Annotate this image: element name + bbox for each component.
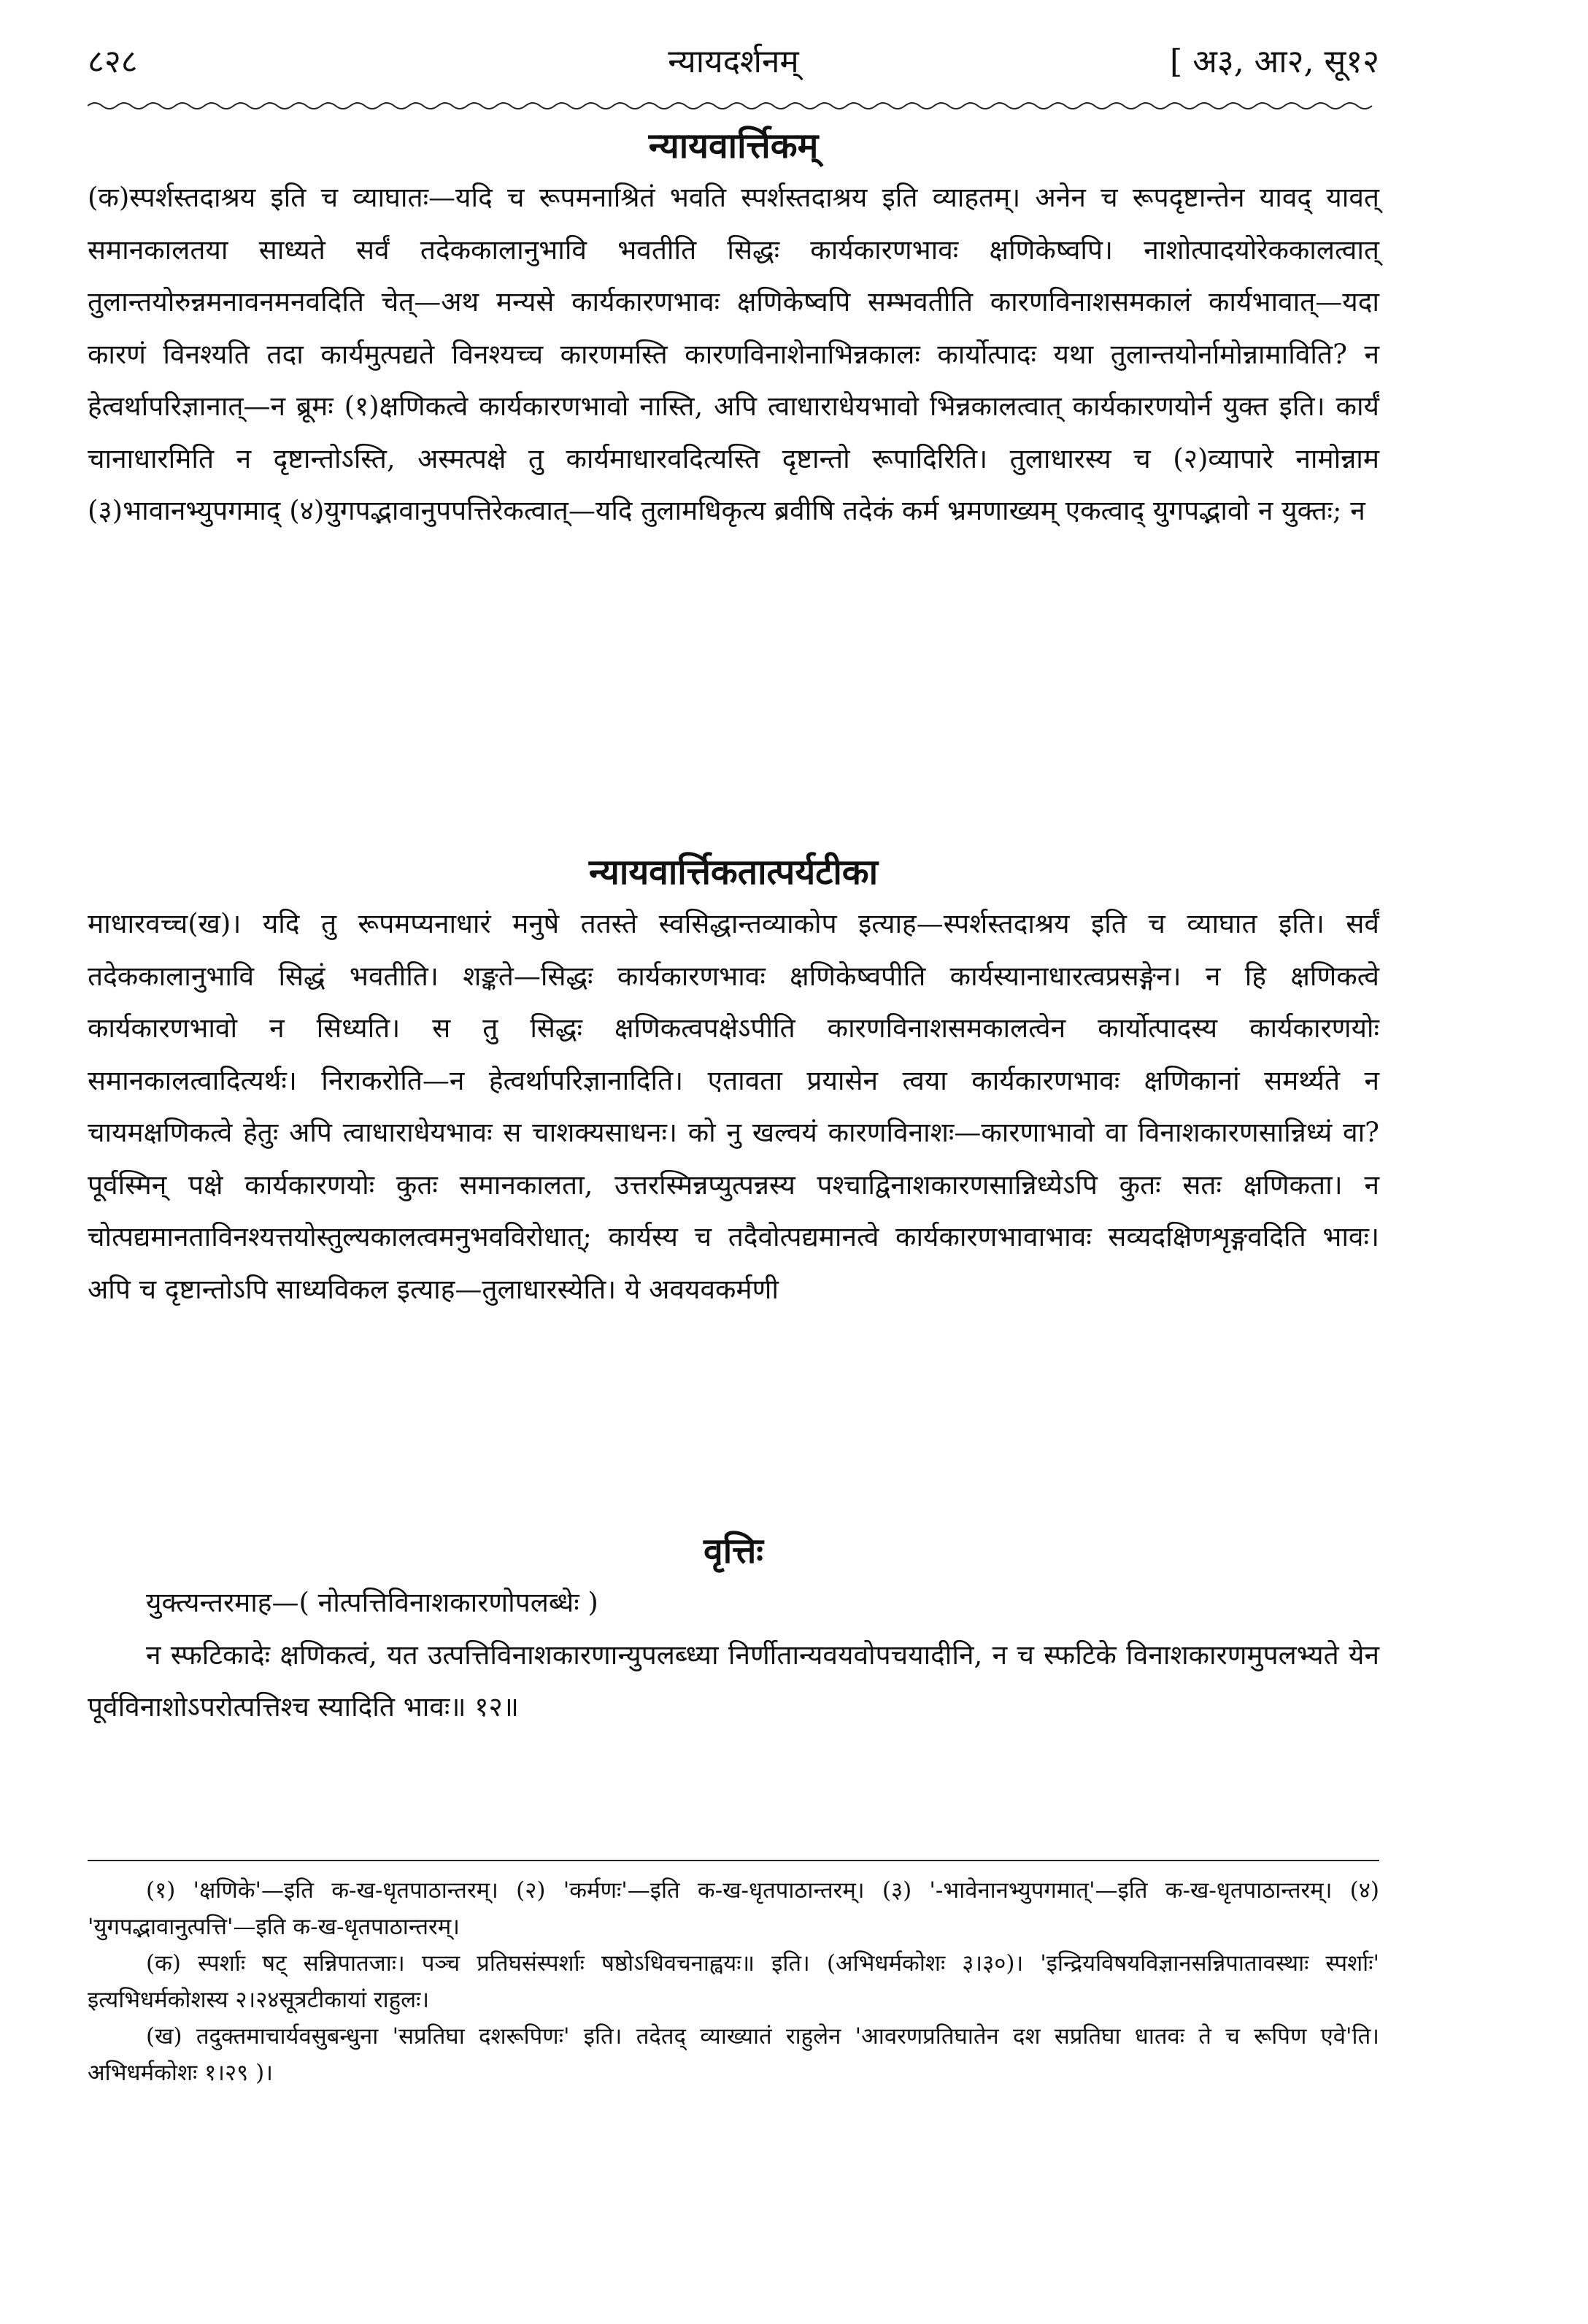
wavy-divider bbox=[88, 99, 1379, 113]
vartika-text: (क)स्पर्शस्तदाश्रय इति च व्याघातः—यदि च रूपमनाश्रितं भवति स्पर्शस्तदाश्रय इति व्याहतम्। अनेन च रूपदृष्टान्तेन यावद् यावत् समानकालतया साध्यते सर्वं तदेककालानुभावि भवतीति सिद्धः कार्यकारणभावः क्षणिकेष्वपि। नाशोत्पादयोरेककालत्वात् तुलान्तयोरुन्नमनावनमनवदिति चेत्—अथ मन्यसे कार्यकारणभावः क्षणिकेष्वपि सम्भवतीति कारणविनाशसमकालं कार्यभावात्—यदा कारणं विनश्यति तदा कार्यमुत्पद्यते विनश्यच्च कारणमस्ति कारणविनाशेनाभिन्नकालः कार्योत्पादः यथा तुलान्तयोर्नामोन्नामाविति? न हेत्वर्थापरिज्ञानात्—न ब्रूमः (१)क्षणिकत्वे कार्यकारणभावो नास्ति, अपि त्वाधाराधेयभावो भिन्नकालत्वात् कार्यकारणयोर्न युक्त इति। कार्यं चानाधारमिति न दृष्टान्तोऽस्ति, अस्मत्पक्षे तु कार्यमाधारवदित्यस्ति दृष्टान्तो रूपादिरिति। तुलाधारस्य च (२)व्यापारे नामोन्नाम (३)भावानभ्युपगमाद् (४)युगपद्भावानुपपत्तिरेकत्वात्—यदि तुलामधिकृत्य ब्रवीषि तदेकं कर्म भ्रमणाख्यम् एकत्वाद् युगपद्भावो न युक्तः; न bbox=[88, 182, 1379, 526]
footnote-ka: (क) स्पर्शाः षट् सन्निपातजाः। पञ्च प्रतिघसंस्पर्शाः षष्ठोऽधिवचनाह्वयः॥ इति। (अभिधर्मकोशः ३।३०)। 'इन्द्रियविषयविज्ञानसन्निपातावस्थाः स्पर्शाः' इत्यभिधर्मकोशस्य २।२४सूत्रटीकायां राहुलः। bbox=[88, 1950, 1379, 2013]
footnote-rule bbox=[88, 1860, 1379, 1861]
section-title-vartika: न्यायवार्त्तिकम् bbox=[648, 126, 819, 166]
vritti-section bbox=[88, 1525, 1379, 1734]
footnote-variants: (१) 'क्षणिके'—इति क-ख-धृतपाठान्तरम्। (२) 'कर्मणः'—इति क-ख-धृतपाठान्तरम्। (३) '-भावेनानभ्युपगमात्'—इति क-ख-धृतपाठान्तरम्। (४) 'युगपद्भावानुत्पत्ति'—इति क-ख-धृतपाठान्तरम्। bbox=[88, 1877, 1379, 1940]
running-header bbox=[88, 29, 1379, 95]
chapter-reference: [ अ३, आ२, सू१२ bbox=[1170, 43, 1379, 80]
footnotes bbox=[88, 1872, 1379, 2091]
footnote-kha: (ख) तदुक्तमाचार्यवसुबन्धुना 'सप्रतिघा दशरूपिणः' इति। तदेतद् व्याख्यातं राहुलेन 'आवरणप्रतिघातेन दश सप्रतिघा धातवः ते च रूपिण एवे'ति। अभिधर्मकोशः १।२९ )। bbox=[88, 2023, 1379, 2086]
page-number: ८२८ bbox=[88, 43, 138, 80]
vritti-intro: युक्त्यन्तरमाह—( नोत्पत्तिविनाशकारणोपलब्धेः ) bbox=[146, 1587, 598, 1618]
vritti-text: न स्फटिकादेः क्षणिकत्वं, यत उत्पत्तिविनाशकारणान्युपलब्ध्या निर्णीतान्यवयवोपचयादीनि, न च स्फटिके विनाशकारणमुपलभ्यते येन पूर्वविनाशोऽपरोत्पत्तिश्च स्यादिति भावः॥ १२॥ bbox=[88, 1639, 1379, 1723]
tika-section bbox=[88, 847, 1379, 1315]
section-title-tika: न्यायवार्त्तिकतात्पर्यटीका bbox=[588, 852, 879, 893]
vartika-section bbox=[88, 120, 1379, 537]
book-title: न्यायदर्शनम् bbox=[668, 43, 799, 80]
section-title-vritti: वृत्तिः bbox=[704, 1531, 763, 1571]
tika-text: माधारवच्च(ख)। यदि तु रूपमप्यनाधारं मनुषे ततस्ते स्वसिद्धान्तव्याकोप इत्याह—स्पर्शस्तदाश्रय इति च व्याघात इति। सर्वं तदेककालानुभावि सिद्धं भवतीति। शङ्कते—सिद्धः कार्यकारणभावः क्षणिकेष्वपीति कार्यस्यानाधारत्वप्रसङ्गेन। न हि क्षणिकत्वे कार्यकारणभावो न सिध्यति। स तु सिद्धः क्षणिकत्वपक्षेऽपीति कारणविनाशसमकालत्वेन कार्योत्पादस्य कार्यकारणयोः समानकालत्वादित्यर्थः। निराकरोति—न हेत्वर्थापरिज्ञानादिति। एतावता प्रयासेन त्वया कार्यकारणभावः क्षणिकानां समर्थ्यते न चायमक्षणिकत्वे हेतुः अपि त्वाधाराधेयभावः स चाशक्यसाधनः। को नु खल्वयं कारणविनाशः—कारणाभावो वा विनाशकारणसान्निध्यं वा? पूर्वस्मिन् पक्षे कार्यकारणयोः कुतः समानकालता, उत्तरस्मिन्नप्युत्पन्नस्य पश्चाद्विनाशकारणसान्निध्येऽपि कुतः सतः क्षणिकता। न चोत्पद्यमानताविनश्यत्तयोस्तुल्यकालत्वमनुभवविरोधात्; कार्यस्य च तदैवोत्पद्यमानत्वे कार्यकारणभावाभावः सव्यदक्षिणशृङ्गवदिति भावः। अपि च दृष्टान्तोऽपि साध्यविकल इत्याह—तुलाधारस्येति। ये अवयवकर्मणी bbox=[88, 908, 1379, 1305]
